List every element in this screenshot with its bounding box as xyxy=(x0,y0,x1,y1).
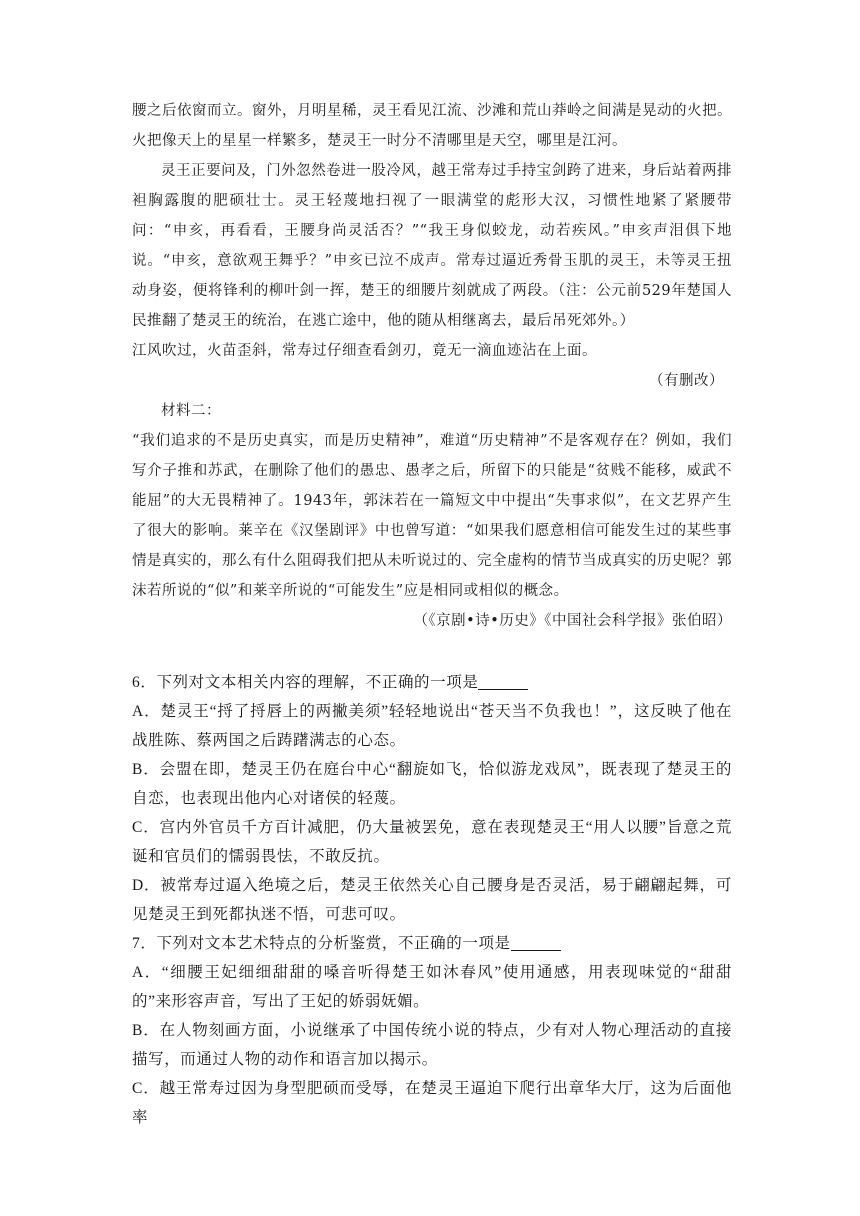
question-6-option-d: D．被常寿过逼入绝境之后，楚灵王依然关心自己腰身是否灵活，易于翩翩起舞，可见楚灵王到死都执迷不悟，可悲可叹。 xyxy=(132,877,732,923)
source-note: （《京剧•诗•历史》《中国社会科学报》张伯昭） xyxy=(413,613,732,629)
material-two-title: 材料二： xyxy=(161,403,221,419)
question-6-stem: 6．下列对文本相关内容的理解，不正确的一项是 xyxy=(132,668,732,697)
question-6-option-b: B．会盟在即，楚灵王仍在庭台中心“翻旋如飞，恰似游龙戏凤”，既表现了楚灵王的自恋，也表现出他内心对诸侯的轻蔑。 xyxy=(132,761,732,807)
paragraph: 江风吹过，火苗歪斜，常寿过仔细查看剑刃，竟无一滴血迹沾在上面。 xyxy=(132,343,597,359)
question-6-option-a: A．楚灵王“捋了捋唇上的两撇美须”轻轻地说出“苍天当不负我也！”，这反映了他在战胜陈、蔡两国之后踌躇满志的心态。 xyxy=(132,703,732,749)
question-section xyxy=(132,662,732,1132)
answer-blank xyxy=(478,673,528,690)
question-6-option-c: C．宫内外官员千方百计减肥，仍大量被罢免，意在表现楚灵王“用人以腰”旨意之荒诞和官员们的懦弱畏怯，不敢反抗。 xyxy=(132,819,732,865)
paragraph: 腰之后依窗而立。窗外，月明星稀，灵王看见江流、沙滩和荒山莽岭之间满是晃动的火把。火把像天上的星星一样繁多，楚灵王一时分不清哪里是天空，哪里是江河。 xyxy=(132,103,732,149)
answer-blank xyxy=(511,934,561,951)
paragraph: 灵王正要问及，门外忽然卷进一股冷风，越王常寿过手持宝剑跨了进来，身后站着两排袒胸露腹的肥硕壮士。灵王轻蔑地扫视了一眼满堂的彪形大汉，习惯性地紧了紧腰带问：“申亥，再看看，王腰身尚灵活否？”“我王身似蛟龙，动若疾风。”申亥声泪俱下地说。“申亥，意欲观王舞乎？”申亥已泣不成声。常寿过逼近秀骨玉肌的灵王，未等灵王扭动身姿，便将锋利的柳叶剑一挥，楚王的细腰片刻就成了两段。（注：公元前529年楚国人民推翻了楚灵王的统治，在逃亡途中，他的随从相继离去，最后吊死郊外。） xyxy=(132,163,732,329)
source-note: （有删改） xyxy=(649,373,724,389)
question-7-option-c: C．越王常寿过因为身型肥硕而受辱，在楚灵王逼迫下爬行出章华大厅，这为后面他率 xyxy=(132,1080,732,1126)
material-two xyxy=(132,396,732,636)
question-7-option-b: B．在人物刻画方面，小说继承了中国传统小说的特点，少有对人物心理活动的直接描写，而通过人物的动作和语言加以揭示。 xyxy=(132,1022,732,1068)
question-7-stem: 7．下列对文本艺术特点的分析鉴赏，不正确的一项是 xyxy=(132,929,732,958)
paragraph: “我们追求的不是历史真实，而是历史精神”，难道“历史精神”不是客观存在？例如，我们写介子推和苏武，在删除了他们的愚忠、愚孝之后，所留下的只能是“贫贱不能移，威武不能屈”的大无畏精神了。1943年，郭沫若在一篇短文中中提出“失事求似”，在文艺界产生了很大的影响。莱辛在《汉堡剧评》中也曾写道：“如果我们愿意相信可能发生过的某些事情是真实的，那么有什么阻碍我们把从未听说过的、完全虚构的情节当成真实的历史呢？郭沫若所说的“似”和莱辛所说的“可能发生”应是相同或相似的概念。 xyxy=(132,433,732,599)
material-one-excerpt xyxy=(132,96,732,396)
question-7-option-a: A．“细腰王妃细细甜甜的嗓音听得楚王如沐春风”使用通感，用表现味觉的“甜甜的”来形容声音，写出了王妃的娇弱妩媚。 xyxy=(132,964,732,1010)
